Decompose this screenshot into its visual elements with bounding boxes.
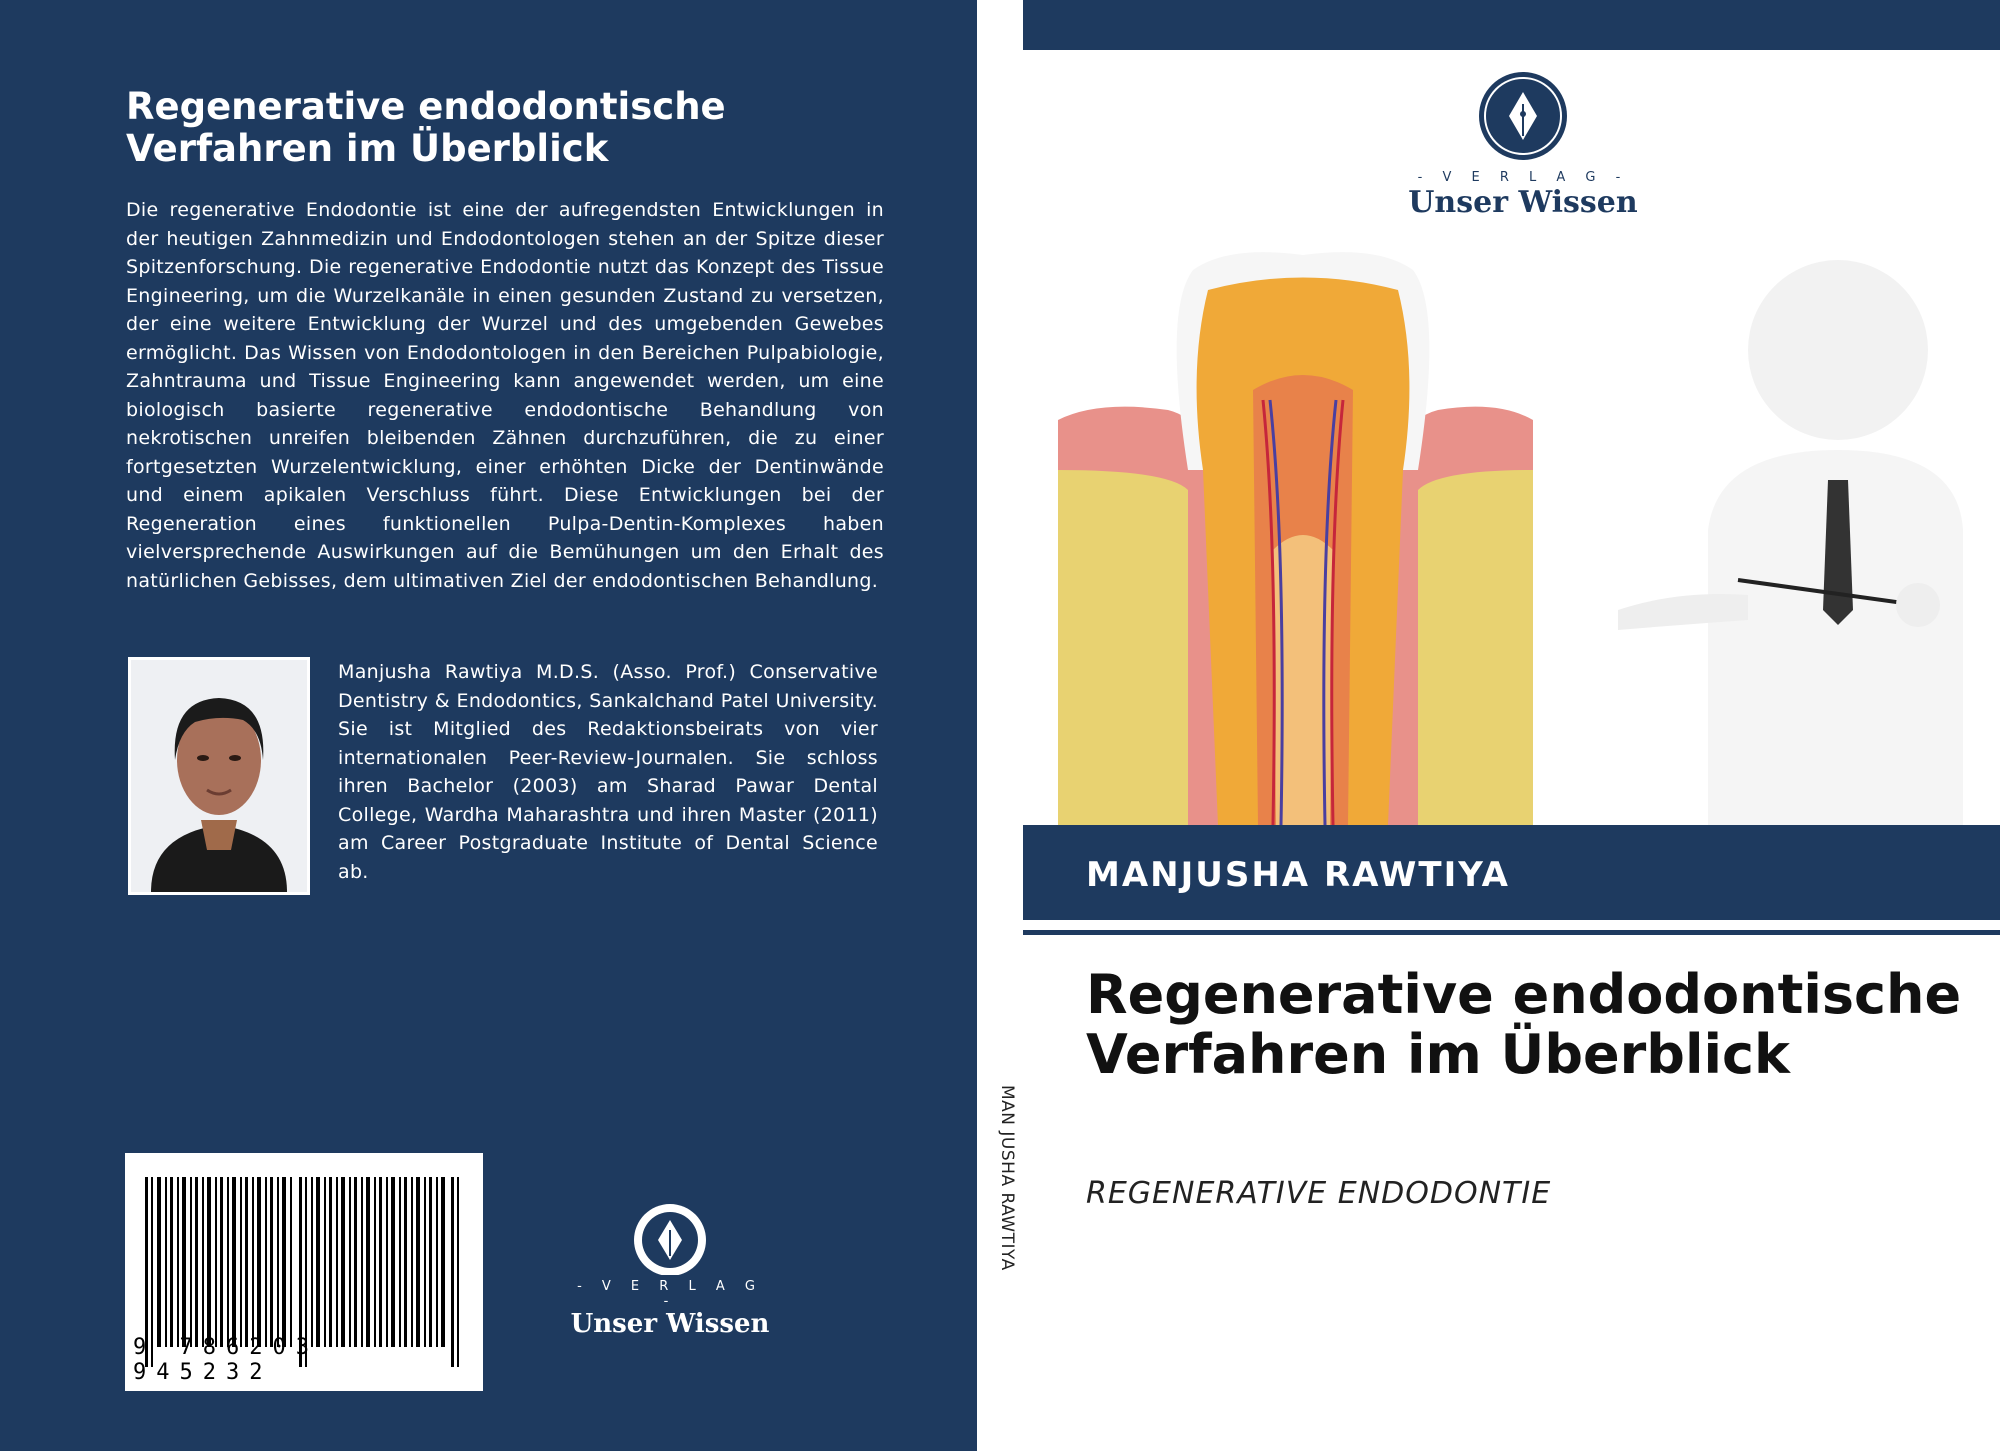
isbn-digits: 9 786203 945232 (133, 1335, 319, 1385)
divider-rule (1023, 930, 2000, 935)
author-portrait-image (131, 660, 307, 892)
publisher-verlag-label: - V E R L A G - (577, 1279, 763, 1309)
front-cover-subtitle: REGENERATIVE ENDODONTIE (1086, 1176, 1552, 1211)
publisher-name: Unser Wissen (570, 1309, 770, 1339)
author-photo (128, 657, 310, 895)
back-cover-title: Regenerative endodontische Verfahren im Überblick (126, 85, 726, 170)
back-cover (0, 0, 977, 1451)
fountain-pen-nib-icon (1373, 70, 1673, 160)
publisher-name: Unser Wissen (1408, 185, 1638, 220)
front-cover (1023, 0, 2000, 1451)
spine-author: MAN JUSHA RAWTIYA (997, 1085, 1017, 1271)
fountain-pen-nib-icon (570, 1200, 770, 1275)
author-band (1023, 825, 2000, 920)
publisher-verlag-label: - V E R L A G - (1417, 170, 1629, 185)
back-cover-blurb: Die regenerative Endodontie ist eine der aufregendsten Entwicklungen in der heutigen Zahnmedizin und Endodontologen stehen an der Spitze dieser Spitzenforschung. Die regenerative Endodontie nutzt das Konzept des Tissue Engineering, um die Wurzelkanäle in einen gesunden Zustand zu versetzen, der eine weitere Entwicklung der Wurzel und des umgebenden Gewebes ermöglicht. Das Wissen von Endodontologen in den Bereichen Pulpabiologie, Zahntrauma und Tissue Engineering kann angewendet werden, um eine biologisch basierte regenerative endodontische Behandlung von nekrotischen unreifen bleibenden Zähnen durchzuführen, die zu einer fortgesetzten Wurzelentwicklung, einer erhöhten Dicke der Dentinwände und einem apikalen Verschluss führt. Diese Entwicklungen bei der Regeneration eines funktionellen Pulpa-Dentin-Komplexes haben vielversprechende Auswirkungen auf die Bemühungen um den Erhalt des natürlichen Gebisses, dem ultimativen Ziel der endodontischen Behandlung. (126, 199, 884, 592)
author-bio: Manjusha Rawtiya M.D.S. (Asso. Prof.) Conservative Dentistry & Endodontics, Sankalchand Patel University. Sie ist Mitglied des Redaktionsbeirats von vier internationalen Peer-Review-Journalen. Sie schloss ihren Bachelor (2003) am Sharad Pawar Dental College, Wardha Maharashtra und ihren Master (2011) am Career Postgraduate Institute of Dental Science ab. (338, 661, 878, 883)
cover-illustration-tooth-and-figure (1058, 250, 2000, 825)
front-author-name: MANJUSHA RAWTIYA (1086, 855, 1510, 895)
isbn-barcode (125, 1153, 483, 1391)
front-cover-title: Regenerative endodontische Verfahren im Überblick (1086, 963, 1962, 1086)
publisher-logo-back (570, 1200, 770, 1339)
front-top-bar (1023, 0, 2000, 50)
publisher-logo-front (1373, 70, 1673, 230)
